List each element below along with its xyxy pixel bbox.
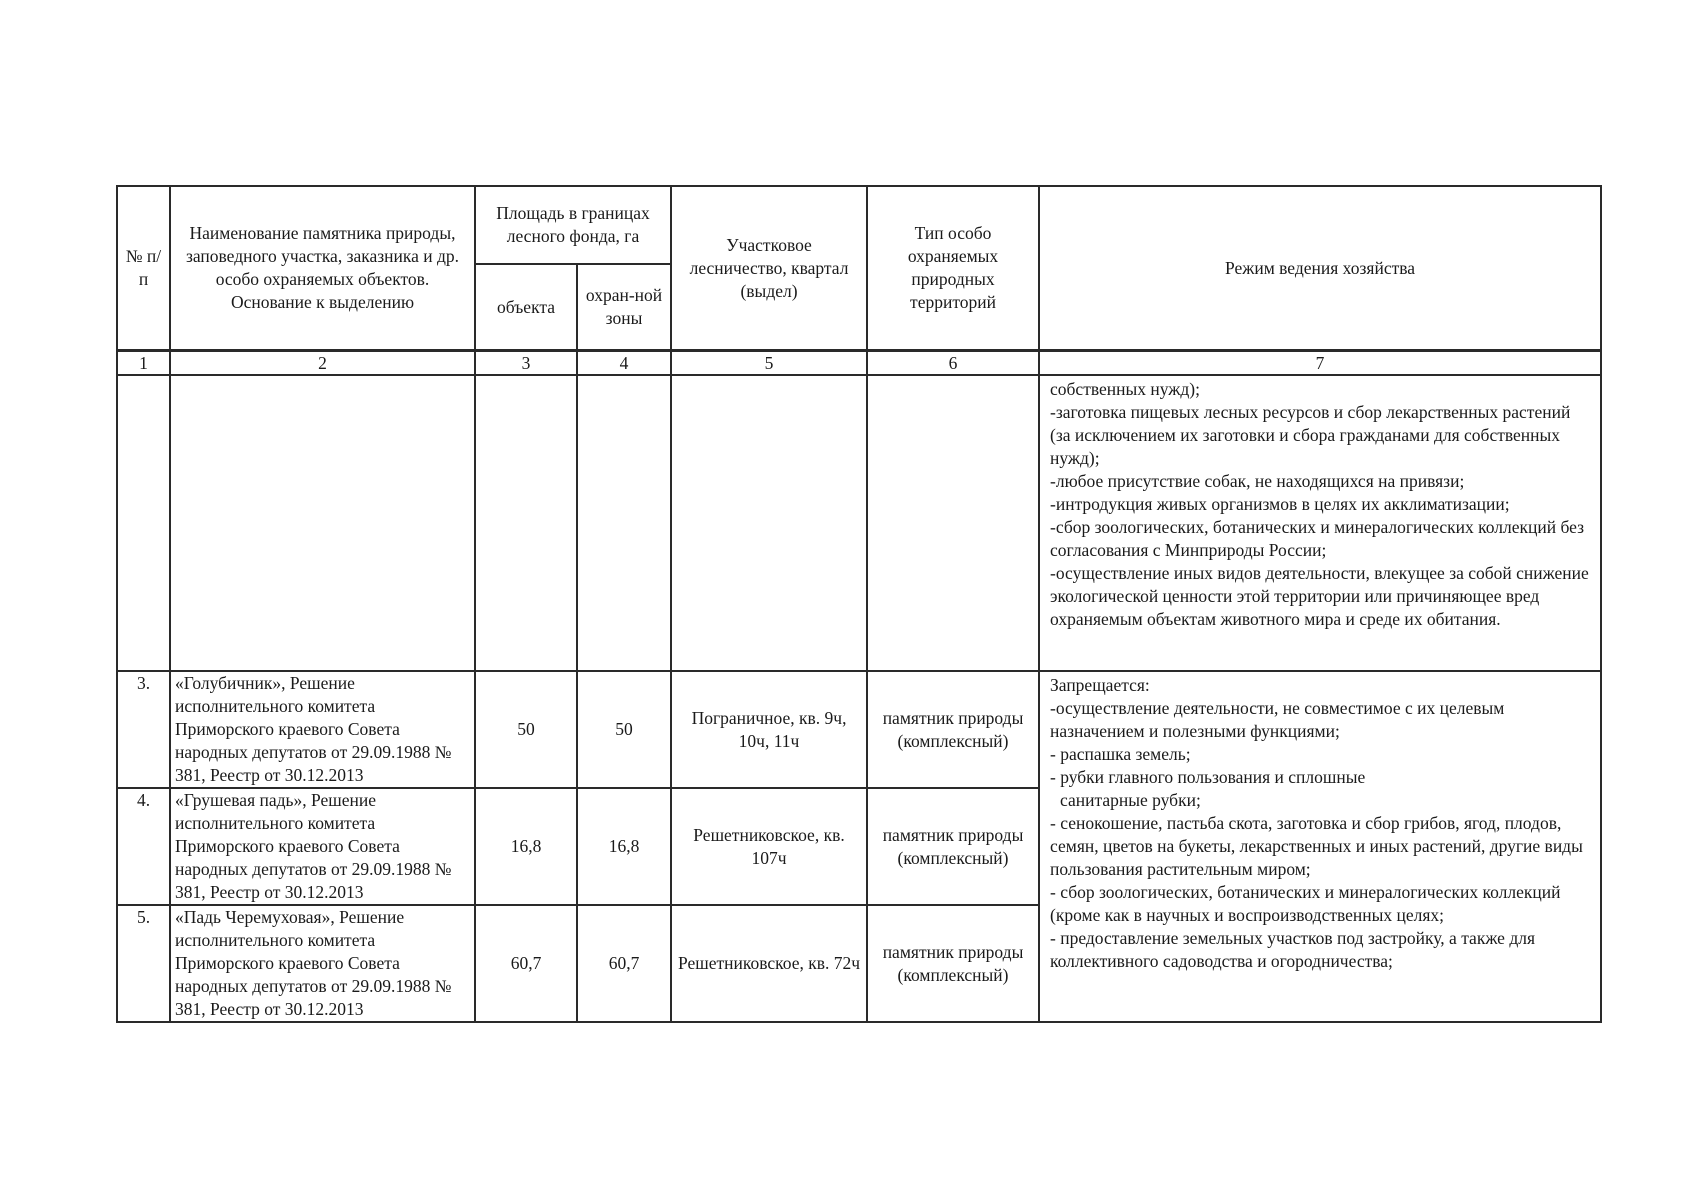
- area-zone: 16,8: [577, 788, 671, 905]
- regime-line: -интродукция живых организмов в целях их акклиматизации;: [1050, 494, 1510, 514]
- header-area-group: Площадь в границах лесного фонда, га: [475, 186, 671, 264]
- regime-line: -сбор зоологических, ботанических и минералогических коллекций без согласования с Минприроды России;: [1050, 517, 1585, 560]
- column-number: 7: [1039, 351, 1601, 376]
- header-regime: Режим ведения хозяйства: [1039, 186, 1601, 351]
- regime-line: Запрещается:: [1050, 675, 1150, 695]
- area-object: 16,8: [475, 788, 577, 905]
- regime-line: санитарные рубки;: [1060, 790, 1201, 810]
- empty-cell: [671, 375, 867, 671]
- empty-cell: [475, 375, 577, 671]
- row-number: 3.: [117, 671, 170, 788]
- regime-line: -осуществление деятельности, не совместимое с их целевым назначением и полезными функциями;: [1050, 698, 1505, 741]
- regime-line: - рубки главного пользования и сплошные: [1050, 767, 1366, 787]
- protected-area-type: памятник природы (комплексный): [867, 671, 1039, 788]
- forestry-quarter: Решетниковское, кв. 72ч: [671, 905, 867, 1022]
- regime-line: -заготовка пищевых лесных ресурсов и сбор лекарственных растений (за исключением их заготовки и сбора гражданами для собственных нужд);: [1050, 402, 1571, 468]
- empty-cell: [117, 375, 170, 671]
- header-number: № п/п: [117, 186, 170, 351]
- row-number: 5.: [117, 905, 170, 1022]
- area-zone: 50: [577, 671, 671, 788]
- forestry-quarter: Решетниковское, кв. 107ч: [671, 788, 867, 905]
- area-object: 60,7: [475, 905, 577, 1022]
- column-number-row: [117, 351, 1601, 376]
- protected-area-type: памятник природы (комплексный): [867, 905, 1039, 1022]
- regime-line: собственных нужд);: [1050, 379, 1200, 399]
- regime-line: - сенокошение, пастьба скота, заготовка и сбор грибов, ягод, плодов, семян, цветов на букеты, лекарственных и иных растений, другие виды пользования растительным миром;: [1050, 813, 1583, 879]
- empty-cell: [577, 375, 671, 671]
- column-number: 6: [867, 351, 1039, 376]
- regime-line: - распашка земель;: [1050, 744, 1191, 764]
- header-object-name: Наименование памятника природы, заповедного участка, заказника и др. особо охраняемых объектов. Основание к выделению: [170, 186, 475, 351]
- column-number: 3: [475, 351, 577, 376]
- regime-line: - предоставление земельных участков под застройку, а также для коллективного садоводства и огородничества;: [1050, 928, 1536, 971]
- continuation-row: [117, 375, 1601, 671]
- forest-protected-areas-table: [116, 185, 1602, 1023]
- regime-line: - сбор зоологических, ботанических и минералогических коллекций (кроме как в научных и воспроизводственных целях;: [1050, 882, 1561, 925]
- regime-line: -осуществление иных видов деятельности, влекущее за собой снижение экологической ценности этой территории или причиняющее вред охраняемым объектам животного мира и среде их обитания.: [1050, 563, 1589, 629]
- area-object: 50: [475, 671, 577, 788]
- column-number: 1: [117, 351, 170, 376]
- column-number: 2: [170, 351, 475, 376]
- header-area-zone: охран-ной зоны: [577, 264, 671, 351]
- table-row: [117, 671, 1601, 788]
- area-zone: 60,7: [577, 905, 671, 1022]
- regime-continuation-cell: [1039, 375, 1601, 671]
- regime-cell: [1039, 671, 1601, 1022]
- regime-line: -любое присутствие собак, не находящихся на привязи;: [1050, 471, 1465, 491]
- row-number: 4.: [117, 788, 170, 905]
- object-name: «Голубичник», Решение исполнительного комитета Приморского краевого Совета народных депутатов от 29.09.1988 № 381, Реестр от 30.12.2013: [170, 671, 475, 788]
- empty-cell: [170, 375, 475, 671]
- protected-area-type: памятник природы (комплексный): [867, 788, 1039, 905]
- column-number: 5: [671, 351, 867, 376]
- header-type: Тип особо охраняемых природных территорий: [867, 186, 1039, 351]
- header-forestry: Участковое лесничество, квартал (выдел): [671, 186, 867, 351]
- object-name: «Падь Черемуховая», Решение исполнительного комитета Приморского краевого Совета народных депутатов от 29.09.1988 № 381, Реестр от 30.12.2013: [170, 905, 475, 1022]
- column-number: 4: [577, 351, 671, 376]
- header-area-object: объекта: [475, 264, 577, 351]
- empty-cell: [867, 375, 1039, 671]
- object-name: «Грушевая падь», Решение исполнительного комитета Приморского краевого Совета народных депутатов от 29.09.1988 № 381, Реестр от 30.12.2013: [170, 788, 475, 905]
- forestry-quarter: Пограничное, кв. 9ч, 10ч, 11ч: [671, 671, 867, 788]
